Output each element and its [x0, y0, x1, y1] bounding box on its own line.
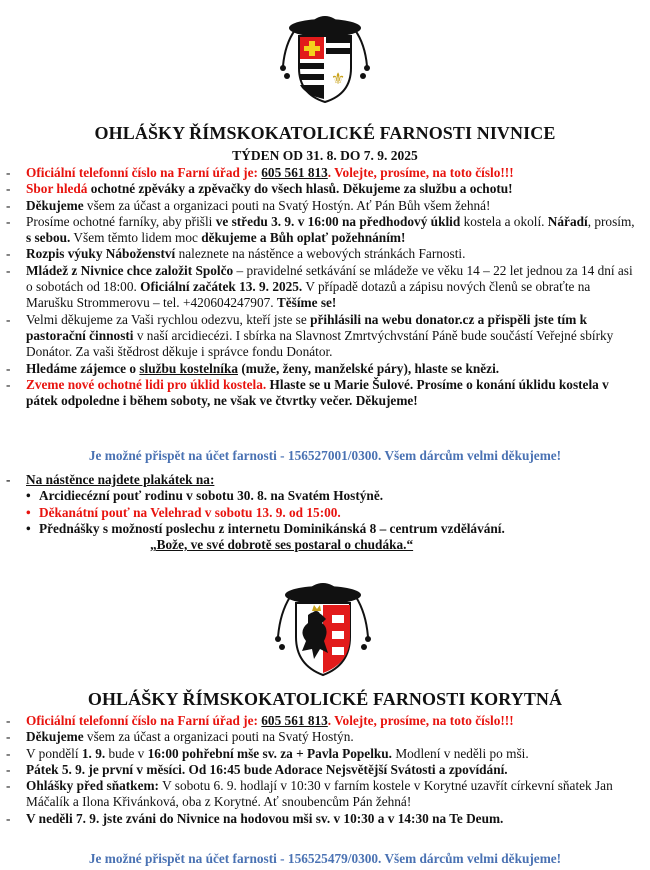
noticeboard-heading: - Na nástěnce najdete plakátek na: — [6, 472, 215, 487]
poster-item: • Přednášky s možností poslechu z internetu Dominikánská 8 – centrum vzdělávání. — [26, 520, 505, 536]
list-item: - Ohlášky před sňatkem: V sobotu 6. 9. hodlají v 10:30 v farním kostele v Korytné uzavřít církevní sňatek Jan Máčalík a Ilona Křivánková, oba z Korytné. Ať snoubencům Pán žehná! — [6, 778, 613, 810]
announcements-list-nivnice — [0, 165, 650, 409]
korytna-coat-of-arms-icon — [268, 571, 378, 681]
list-item: - Pátek 5. 9. je první v měsíci. Od 16:45 bude Adorace Nejsvětější Svátosti a zpovídání. — [6, 761, 508, 777]
list-item: - Rozpis výuky Náboženství naleznete na nástěnce a webových stránkách Farnosti. — [6, 246, 466, 262]
list-item: - V pondělí 1. 9. bude v 16:00 pohřební mše sv. za + Pavla Popelku. Modlení v neděli po mši. — [6, 745, 529, 761]
section-title-korytna: OHLÁŠKY ŘÍMSKOKATOLICKÉ FARNOSTI KORYTNÁ — [87, 689, 563, 709]
parish-coat-of-arms-icon — [273, 4, 377, 108]
week-range: TÝDEN OD 31. 8. DO 7. 9. 2025 — [232, 148, 418, 163]
list-item: - Prosíme ochotné farníky, aby přišli ve středu 3. 9. v 16:00 na předhodový úklid kostela a okolí. Nářadí, prosím, s sebou. Všem těmto lidem moc děkujeme a Bůh oplať požehnáním! — [6, 213, 635, 246]
list-item: - Zveme nové ochotné lidi pro úklid kostela. Hlaste se u Marie Šulové. Prosíme o konání úklidu kostela v pátek odpoledne i během soboty, ne však ve čtvrtky večer. Děkujeme! — [6, 376, 609, 409]
announcements-list-korytna — [0, 713, 650, 827]
svg-text:⚜: ⚜ — [330, 69, 346, 88]
list-item: - Hledáme zájemce o službu kostelníka (muže, ženy, manželské páry), hlaste se knězi. — [6, 360, 500, 376]
list-item: - Velmi děkujeme za Vaši rychlou odezvu, kteří jste se přihlásili na webu donator.cz a přispěli jste tím k pastorační činnosti v naší arcidiecézi. I sbírka na Slavnost Zmrtvýchvstání Páně bude součástí Veřejné sbírky Donátor. Za vaši štědrost děkuje i správce fondu Donátor. — [6, 311, 614, 360]
list-item: - Oficiální telefonní číslo na Farní úřad je: 605 561 813. Volejte, prosíme, na toto číslo!!! — [6, 713, 514, 728]
section-title-nivnice: OHLÁŠKY ŘÍMSKOKATOLICKÉ FARNOSTI NIVNICE — [94, 123, 556, 143]
poster-item: • Děkanátní pouť na Velehrad v sobotu 13. 9. od 15:00. — [26, 504, 341, 520]
noticeboard-section — [0, 472, 650, 553]
list-item: - Sbor hledá ochotné zpěváky a zpěvačky do všech hlasů. Děkujeme za službu a ochotu! — [6, 181, 513, 197]
poster-item: • Arcidiecézní pouť rodinu v sobotu 30. 8. na Svatém Hostýně. — [26, 488, 384, 504]
list-item: - Děkujeme všem za účast a organizaci pouti na Svatý Hostýn. — [6, 729, 354, 745]
donation-note-korytna: Je možné přispět na účet farnosti - 156525479/0300. Všem dárcům velmi děkujeme! — [88, 851, 562, 866]
scripture-quote: „Bože, ve své dobrotě ses postaral o chudáka.“ — [150, 537, 414, 553]
list-item: - Děkujeme všem za účast a organizaci pouti na Svatý Hostýn. Ať Pán Bůh všem žehná! — [6, 197, 491, 213]
donation-note-nivnice: Je možné přispět na účet farnosti - 156527001/0300. Všem dárcům velmi děkujeme! — [88, 448, 562, 463]
list-item: - Mládež z Nivnice chce založit Spolčo – pravidelné setkávání se mládeže ve věku 14 – 22 let jednou za 14 dní asi o sobotách od 18:00. Oficiální začátek 13. 9. 2025. V případě dotazů a zápisu nových členů se obraťte na Marušku Strommerovu – tel. +420604247907. Těšíme se! — [6, 262, 633, 311]
list-item: - V neděli 7. 9. jste zváni do Nivnice na hodovou mši sv. v 10:30 a v 14:30 na Te Deum. — [6, 810, 504, 826]
list-item: - Oficiální telefonní číslo na Farní úřad je: 605 561 813. Volejte, prosíme, na toto číslo!!! — [6, 165, 514, 180]
